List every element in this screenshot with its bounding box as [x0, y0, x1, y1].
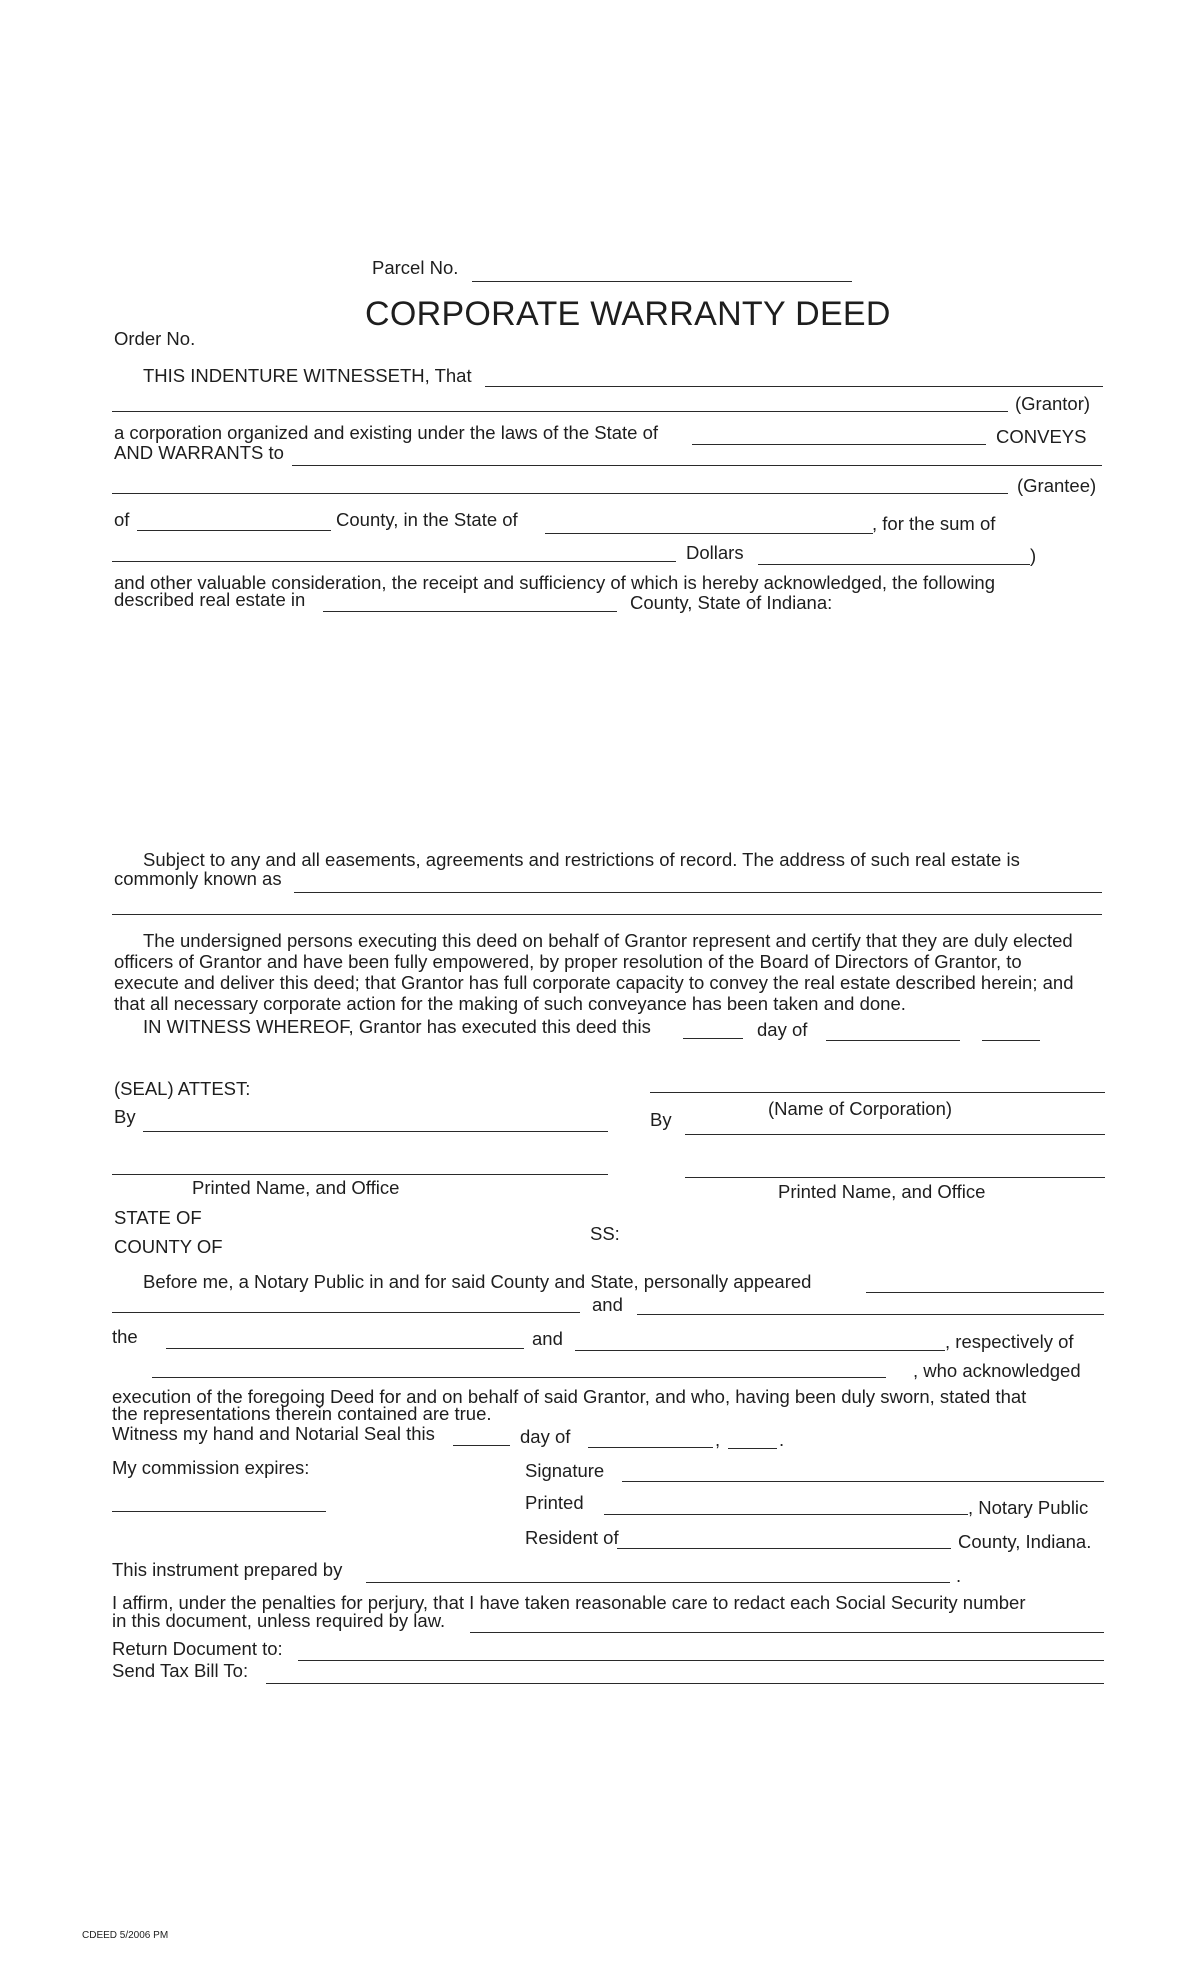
affirm-line-1: I affirm, under the penalties for perjury, that I have taken reasonable care to redact each Social Security number — [112, 1592, 1026, 1613]
prepared-by-field[interactable] — [366, 1582, 950, 1583]
signature-label: Signature — [525, 1460, 605, 1481]
dollars-text: Dollars — [686, 542, 744, 563]
grantor-label: (Grantor) — [1015, 393, 1091, 414]
notary-county-field[interactable] — [617, 1548, 951, 1549]
printed-name-right-label: Printed Name, and Office — [778, 1181, 986, 1202]
notary-month-field[interactable] — [588, 1447, 713, 1448]
county-state-text: County, in the State of — [336, 509, 518, 530]
property-address-field-2[interactable] — [112, 914, 1102, 915]
subject-line-1: Subject to any and all easements, agreements and restrictions of record. The address of such real estate is — [143, 849, 1020, 870]
grantee-county-field[interactable] — [137, 530, 331, 531]
before-me-text: Before me, a Notary Public in and for said County and State, personally appeared — [143, 1271, 812, 1292]
name-of-corporation-label: (Name of Corporation) — [768, 1098, 953, 1119]
dollars-amount-field[interactable] — [758, 564, 1030, 565]
attest-printed-name-field[interactable] — [112, 1174, 608, 1175]
parcel-number-field[interactable] — [472, 281, 852, 282]
document-title: CORPORATE WARRANTY DEED — [365, 295, 891, 333]
grantee-name-field[interactable] — [292, 465, 1102, 466]
the-text: the — [112, 1326, 138, 1347]
corporation-text: a corporation organized and existing under the laws of the State of — [114, 422, 659, 443]
comma-text: , — [715, 1429, 721, 1450]
county-of-label: COUNTY OF — [114, 1236, 223, 1257]
appeared-name-3-field[interactable] — [637, 1314, 1104, 1315]
state-of-incorporation-field[interactable] — [692, 444, 986, 445]
respectively-text: , respectively of — [945, 1331, 1074, 1352]
county-indiana-notary-text: County, Indiana. — [958, 1531, 1092, 1552]
parcel-label: Parcel No. — [372, 257, 459, 278]
who-acknowledged-text: , who acknowledged — [913, 1360, 1081, 1381]
notary-signature-field[interactable] — [622, 1481, 1104, 1482]
certify-line-3: execute and deliver this deed; that Grantor has full corporate capacity to convey the real estate described herein; and — [114, 972, 1074, 993]
attest-signature-field[interactable] — [143, 1131, 608, 1132]
by-right-text: By — [650, 1109, 672, 1130]
printed-name-left-label: Printed Name, and Office — [192, 1177, 400, 1198]
execution-year-field[interactable] — [982, 1040, 1040, 1041]
paren-close: ) — [1030, 545, 1037, 566]
appeared-name-1-field[interactable] — [866, 1292, 1104, 1293]
dollars-words-field[interactable] — [112, 561, 676, 562]
affirm-line-2: in this document, unless required by law. — [112, 1610, 446, 1631]
period-text: . — [779, 1429, 785, 1450]
form-code: CDEED 5/2006 PM — [82, 1930, 169, 1941]
day-of-text: day of — [757, 1019, 808, 1040]
notary-day-field[interactable] — [453, 1445, 510, 1446]
grantor-name-field[interactable] — [485, 386, 1103, 387]
grantor-name-field-2[interactable] — [112, 411, 1008, 412]
affirm-signature-field[interactable] — [470, 1632, 1104, 1633]
prepared-by-text: This instrument prepared by — [112, 1559, 343, 1580]
county-indiana-text: County, State of Indiana: — [630, 592, 833, 613]
corporate-officer-signature-field[interactable] — [685, 1134, 1105, 1135]
and-text-2: and — [532, 1328, 563, 1349]
subject-line-2: commonly known as — [114, 868, 282, 889]
ss-label: SS: — [590, 1223, 620, 1244]
grantee-name-field-2[interactable] — [112, 493, 1008, 494]
witnesseth-text: THIS INDENTURE WITNESSETH, That — [143, 365, 472, 386]
officer-printed-name-field[interactable] — [685, 1177, 1105, 1178]
return-document-label: Return Document to: — [112, 1638, 283, 1659]
notary-public-text: , Notary Public — [968, 1497, 1089, 1518]
resident-of-label: Resident of — [525, 1527, 619, 1548]
property-address-field[interactable] — [294, 892, 1102, 893]
return-document-field[interactable] — [298, 1660, 1104, 1661]
tax-bill-address-field[interactable] — [266, 1683, 1104, 1684]
and-warrants-text: AND WARRANTS to — [114, 442, 284, 463]
by-left-text: By — [114, 1106, 136, 1127]
send-tax-bill-label: Send Tax Bill To: — [112, 1660, 249, 1681]
appeared-name-2-field[interactable] — [112, 1312, 580, 1313]
witness-hand-text: Witness my hand and Notarial Seal this — [112, 1423, 435, 1444]
and-text-1: and — [592, 1294, 623, 1315]
described-text: described real estate in — [114, 589, 306, 610]
certify-line-2: officers of Grantor and have been fully empowered, by proper resolution of the Board of Directors of Grantor, to — [114, 951, 1022, 972]
conveys-text: CONVEYS — [996, 426, 1087, 447]
execution-day-field[interactable] — [683, 1038, 743, 1039]
grantee-label: (Grantee) — [1017, 475, 1097, 496]
notary-day-of-text: day of — [520, 1426, 571, 1447]
notary-year-field[interactable] — [728, 1448, 777, 1449]
notary-printed-name-field[interactable] — [604, 1514, 968, 1515]
witness-whereof-text: IN WITNESS WHEREOF, Grantor has executed this deed this — [143, 1016, 651, 1037]
grantee-state-field[interactable] — [545, 533, 873, 534]
of-text: of — [114, 509, 130, 530]
corporation-name-field[interactable] — [650, 1092, 1105, 1093]
execution-line-1: execution of the foregoing Deed for and on behalf of said Grantor, and who, having been duly sworn, stated that — [112, 1386, 1027, 1407]
state-of-label: STATE OF — [114, 1207, 202, 1228]
consideration-text: and other valuable consideration, the receipt and sufficiency of which is hereby acknowledged, the following — [114, 572, 996, 593]
for-sum-text: , for the sum of — [872, 513, 996, 534]
commission-date-field[interactable] — [112, 1511, 326, 1512]
prepared-period: . — [956, 1565, 962, 1586]
seal-attest-text: (SEAL) ATTEST: — [114, 1078, 251, 1099]
certify-line-4: that all necessary corporate action for the making of such conveyance has been taken and done. — [114, 993, 906, 1014]
execution-line-2: the representations therein contained are true. — [112, 1403, 492, 1424]
order-label: Order No. — [114, 328, 196, 349]
officer-title-2-field[interactable] — [575, 1350, 945, 1351]
printed-label: Printed — [525, 1492, 584, 1513]
officer-title-1-field[interactable] — [166, 1348, 524, 1349]
commission-expires-text: My commission expires: — [112, 1457, 310, 1478]
real-estate-county-field[interactable] — [323, 611, 617, 612]
certify-line-1: The undersigned persons executing this deed on behalf of Grantor represent and certify that they are duly elected — [143, 930, 1073, 951]
execution-month-field[interactable] — [826, 1040, 960, 1041]
corporation-notary-field[interactable] — [152, 1377, 886, 1378]
